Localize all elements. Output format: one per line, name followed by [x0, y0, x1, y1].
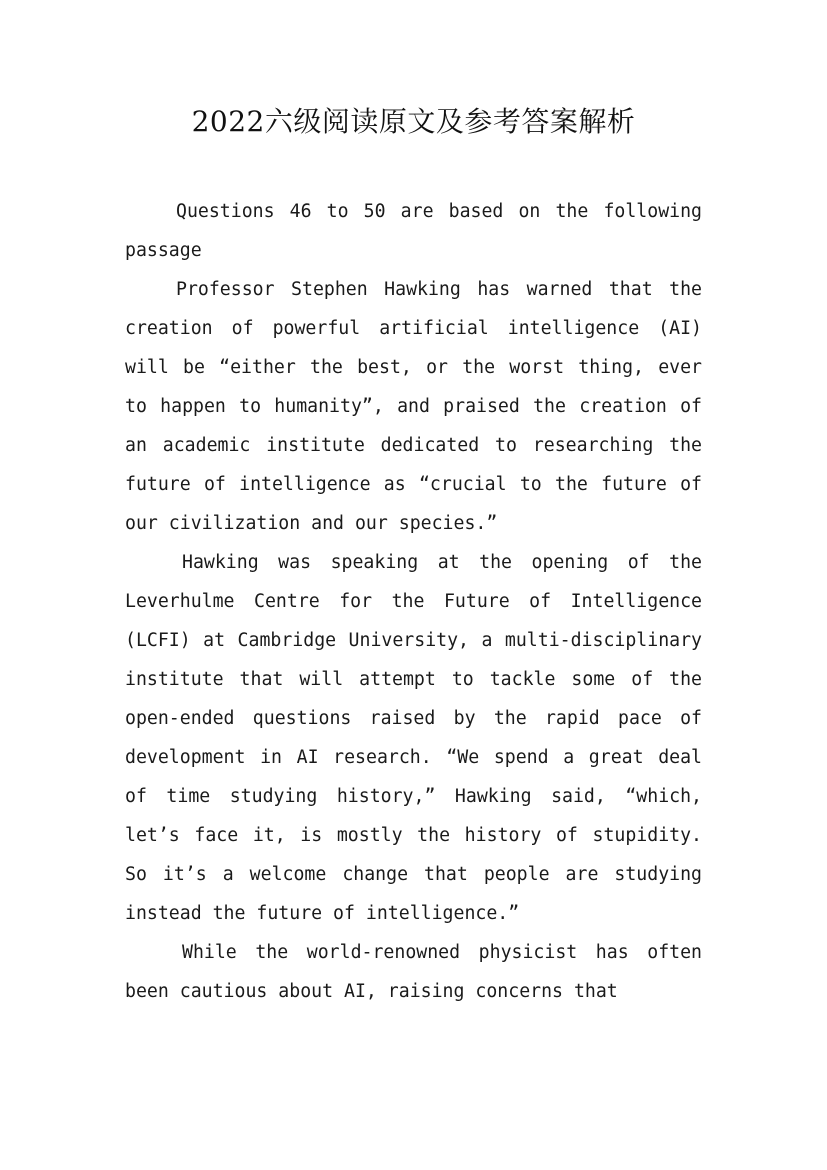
document-title: 2022六级阅读原文及参考答案解析: [191, 105, 636, 138]
paragraph-1: Professor Stephen Hawking has warned that the creation of powerful artificial intelligence (AI) will be “either the best, or the worst thing, ever to happen to humanity”, and praised the creation of an academic institute dedicated to researching the future of intelligence as “crucial to the future of our civilization and our species.”: [125, 279, 702, 534]
paragraph-intro: Questions 46 to 50 are based on the following passage: [125, 201, 702, 261]
paragraph-2: Hawking was speaking at the opening of the Leverhulme Centre for the Future of Intelligence (LCFI) at Cambridge University, a multi-disciplinary institute that will attempt to tackle some of the open-ended questions raised by the rapid pace of development in AI research. “We spend a great deal of time studying history,” Hawking said, “which, let’s face it, is mostly the history of stupidity. So it’s a welcome change that people are studying instead the future of intelligence.”: [125, 552, 702, 924]
passage-body: [125, 192, 702, 1011]
paragraph-3: While the world-renowned physicist has often been cautious about AI, raising concerns that: [125, 942, 702, 1002]
